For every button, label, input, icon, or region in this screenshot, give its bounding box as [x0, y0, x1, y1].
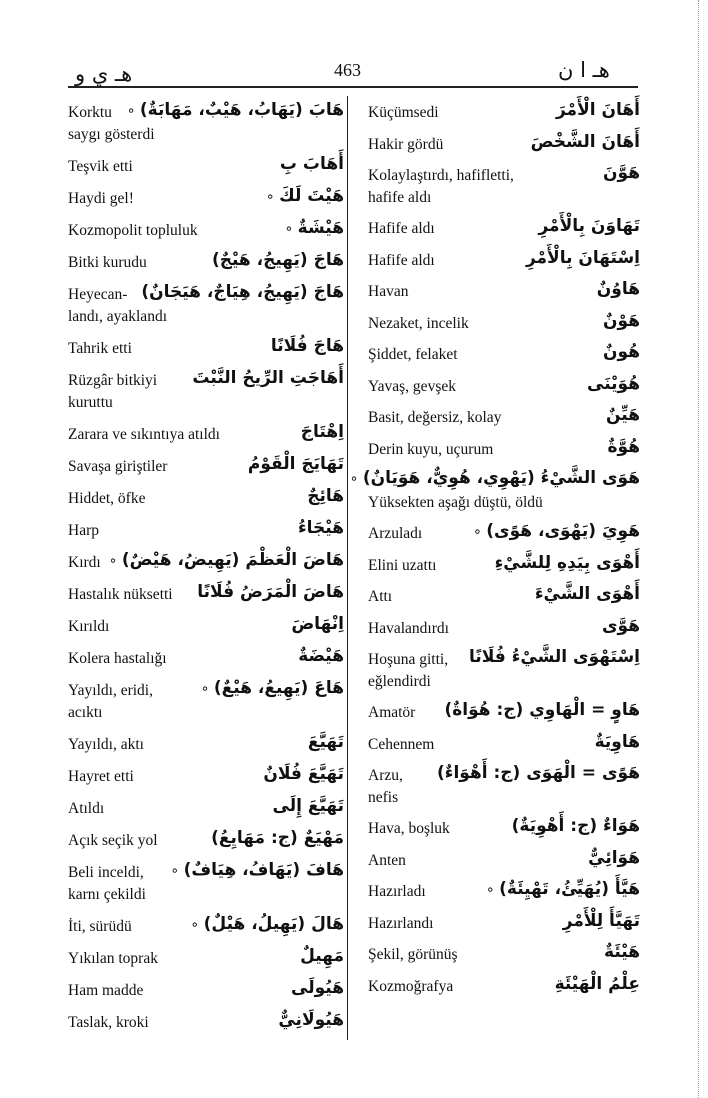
dictionary-entry: [368, 580, 640, 612]
dictionary-entry: [68, 642, 344, 674]
turkish-meaning: Taslak, kroki: [68, 1014, 149, 1031]
dictionary-entry: [68, 760, 344, 792]
dictionary-entry: [368, 244, 640, 276]
arabic-headword: هَيْجَاءُ: [297, 518, 344, 538]
arabic-headword: هَيِّنٌ: [605, 405, 640, 425]
arabic-headword: تَهَيَّأَ لِلْأَمْرِ: [562, 910, 640, 931]
arabic-headword: مَهْيَعٌ (ج: مَهَايِعُ): [211, 828, 344, 848]
arabic-headword: عِلْمُ الْهَيْئَةِ: [554, 973, 640, 994]
entry-bullet: ∘: [265, 189, 280, 205]
arabic-headword: هَوَائِيٌّ: [588, 847, 640, 868]
arabic-headword: هَيَّأَ (يُهَيِّئُ، تَهْيِئَةٌ) ∘: [485, 879, 640, 899]
dictionary-entry: [368, 370, 640, 402]
turkish-meaning: Kolaylaştırdı, hafifletti,: [368, 167, 514, 184]
turkish-meaning: Korktu: [68, 104, 112, 121]
dictionary-entry: [368, 307, 640, 339]
arabic-headword: هَيْشَةٌ ∘: [284, 218, 344, 238]
dictionary-entry: [368, 128, 640, 160]
dictionary-entry: [368, 159, 640, 212]
turkish-meaning: Anten: [368, 851, 406, 869]
dictionary-entry: [68, 942, 344, 974]
arabic-headword: هَيْئَةٌ: [604, 942, 640, 962]
arabic-headword: أَهَانَ الْأَمْرَ: [555, 100, 640, 120]
arabic-headword: هَافَ (يَهَافُ، هِيَافٌ) ∘: [170, 860, 344, 880]
arabic-headword: هَاجَ (يَهِيجُ، هَيْجٌ): [211, 250, 344, 270]
entry-bullet: ∘: [170, 863, 184, 879]
turkish-meaning: Hoşuna gitti,: [368, 651, 449, 668]
turkish-meaning-continuation: eğlendirdi: [368, 672, 431, 690]
arabic-headword: مَهِيلٌ: [300, 946, 344, 966]
arabic-headword: هَالَ (يَهِيلُ، هَيْلٌ) ∘: [190, 914, 344, 934]
turkish-meaning: Tahrik etti: [68, 340, 132, 357]
arabic-headword: هُوَّةٌ: [607, 436, 640, 457]
dictionary-entry: [68, 96, 344, 150]
dictionary-entry: [368, 643, 640, 696]
arabic-headword: هَوًى = الْهَوَى (ج: أَهْوَاءٌ): [437, 763, 640, 783]
dictionary-entry: [349, 464, 640, 517]
turkish-meaning: Yıkılan toprak: [68, 950, 158, 967]
turkish-meaning: Rüzgâr bitkiyi: [68, 372, 158, 389]
arabic-headword: هَيُولَانِيٌّ: [278, 1010, 344, 1030]
dictionary-entry: [68, 974, 344, 1006]
turkish-meaning: Şekil, görünüş: [368, 946, 458, 963]
turkish-meaning: Beli inceldi,: [68, 864, 144, 881]
dictionary-entry: [368, 696, 640, 728]
dictionary-entry: [68, 1006, 344, 1038]
dictionary-entry: [368, 938, 640, 970]
page-number: 463: [334, 60, 361, 80]
turkish-meaning: Kozmopolit topluluk: [68, 222, 198, 239]
turkish-meaning: Yayıldı, eridi,: [68, 682, 153, 699]
dictionary-entry: [68, 514, 344, 546]
turkish-meaning: Haydi gel!: [68, 190, 134, 207]
margin-dotted-line: [698, 0, 701, 1098]
turkish-meaning: Hava, boşluk: [368, 820, 450, 837]
arabic-headword: هَوْنٌ: [603, 310, 640, 331]
dictionary-entry: [68, 728, 344, 760]
entry-bullet: ∘: [349, 471, 363, 487]
turkish-meaning-continuation: landı, ayaklandı: [68, 308, 167, 325]
dictionary-entry: [368, 212, 640, 244]
arabic-headword: هَاعَ (يَهِيعُ، هَيْعٌ) ∘: [200, 678, 344, 698]
turkish-meaning: Zarara ve sıkıntıya atıldı: [68, 426, 220, 443]
dictionary-entry: [68, 910, 344, 942]
turkish-meaning: Hazırladı: [368, 883, 426, 900]
arabic-headword: هَوَّنَ: [603, 163, 640, 183]
arabic-headword: أَهَاجَتِ الرِّيحُ النَّبْتَ: [192, 368, 344, 388]
turkish-meaning: Savaşa giriştiler: [68, 458, 168, 475]
arabic-headword: هَاوُنٌ: [596, 279, 640, 299]
arabic-headword: هَاضَ الْعَظْمَ (يَهِيضُ، هَيْضٌ) ∘: [108, 550, 344, 570]
arabic-headword: تَهَايَجَ الْقَوْمُ: [247, 454, 344, 474]
turkish-meaning: Heyecan-: [68, 286, 128, 303]
dictionary-entry: [68, 364, 344, 418]
turkish-meaning-continuation: hafife aldı: [368, 188, 432, 206]
arabic-headword: هُوَيْنَى: [587, 373, 640, 394]
dictionary-entry: [368, 812, 640, 844]
dictionary-entry: [368, 728, 640, 760]
turkish-meaning: Kolera hastalığı: [68, 650, 167, 667]
entry-bullet: ∘: [284, 221, 298, 237]
turkish-meaning-continuation: saygı gösterdi: [68, 126, 155, 143]
turkish-meaning: Derin kuyu, uçurum: [368, 440, 494, 458]
dictionary-entry: [68, 418, 344, 450]
turkish-meaning: Arzuladı: [368, 525, 423, 542]
dictionary-entry: [368, 433, 640, 465]
turkish-meaning: Hafife aldı: [368, 220, 435, 237]
arabic-headword: اِنْهَاضَ: [291, 614, 344, 634]
turkish-meaning: Kozmoğrafya: [368, 977, 454, 995]
turkish-meaning: Kırdı: [68, 554, 101, 571]
turkish-meaning-continuation: nefis: [368, 788, 399, 806]
dictionary-entry: [68, 332, 344, 364]
dictionary-entry: [68, 792, 344, 824]
turkish-meaning: Hazırlandı: [368, 914, 434, 932]
turkish-meaning: Hafife aldı: [368, 251, 435, 269]
dictionary-entry: [68, 856, 344, 910]
arabic-headword: هَاجَ فُلَانًا: [270, 336, 344, 356]
arabic-headword: اِسْتَهَانَ بِالْأَمْرِ: [525, 247, 640, 268]
turkish-meaning: Amatör: [368, 704, 416, 721]
turkish-meaning-continuation: kuruttu: [68, 394, 113, 411]
arabic-headword: اِهْتَاجَ: [300, 422, 344, 442]
arabic-headword: تَهَيَّعَ: [307, 732, 344, 752]
dictionary-entry: [68, 674, 344, 728]
arabic-headword: هَاوٍ = الْهَاوِي (ج: هُوَاةٌ): [444, 700, 640, 720]
turkish-meaning: Hakir gördü: [368, 135, 444, 153]
dictionary-entry: [368, 907, 640, 939]
dictionary-entry: [68, 578, 344, 610]
arabic-headword: اِسْتَهْوَى الشَّيْءُ فُلَانًا: [469, 647, 640, 667]
dictionary-entry: [368, 517, 640, 549]
dictionary-entry: [68, 450, 344, 482]
turkish-meaning: Hiddet, öfke: [68, 490, 146, 507]
dictionary-entry: [368, 338, 640, 370]
header-left-letters: هـ ي و: [75, 62, 133, 86]
page-header: [0, 0, 708, 88]
turkish-meaning: Küçümsedi: [368, 104, 439, 121]
turkish-meaning: Ham madde: [68, 982, 144, 999]
header-rule: [68, 86, 638, 88]
entry-bullet: ∘: [108, 553, 122, 569]
arabic-headword: تَهَاوَنَ بِالْأَمْرِ: [538, 216, 640, 236]
dictionary-entry: [68, 246, 344, 278]
dictionary-entry: [68, 610, 344, 642]
arabic-headword: هَوَاءٌ (ج: أَهْوِيَةٌ): [511, 816, 640, 836]
entry-bullet: ∘: [200, 681, 214, 697]
turkish-meaning-continuation: Yüksekten aşağı düştü, öldü: [368, 493, 543, 511]
arabic-headword: هَاضَ الْمَرَضُ فُلَانًا: [197, 582, 344, 602]
dictionary-entry: [68, 150, 344, 182]
turkish-meaning: Elini uzattı: [368, 556, 437, 574]
arabic-headword: هُونٌ: [603, 342, 640, 362]
arabic-headword: تَهَيَّعَ إِلَى: [272, 796, 344, 816]
entry-bullet: ∘: [126, 103, 140, 119]
dictionary-entry: [68, 482, 344, 514]
header-right-letters: هـ ا ن: [558, 58, 610, 82]
turkish-meaning-continuation: acıktı: [68, 704, 103, 721]
dictionary-entry: [68, 546, 344, 578]
turkish-meaning: Hayret etti: [68, 768, 134, 785]
dictionary-entry: [68, 182, 344, 214]
turkish-meaning: Teşvik etti: [68, 158, 133, 175]
turkish-meaning: Harp: [68, 522, 99, 539]
turkish-meaning-continuation: karnı çekildi: [68, 886, 146, 903]
turkish-meaning: Şiddet, felaket: [368, 346, 458, 363]
arabic-headword: هَيْتَ لَكَ ∘: [265, 186, 344, 206]
turkish-meaning: Attı: [368, 588, 393, 605]
turkish-meaning: Kırıldı: [68, 618, 110, 635]
arabic-headword: هَيْضَةٌ: [298, 646, 344, 666]
dictionary-entry: [368, 970, 640, 1002]
arabic-headword: هَوَّى: [601, 615, 640, 636]
dictionary-entry: [368, 96, 640, 128]
arabic-headword: أَهْوَى بِيَدِهِ لِلشَّيْءِ: [494, 552, 640, 573]
arabic-headword: أَهْوَى الشَّيْءَ: [534, 584, 640, 604]
turkish-meaning: Bitki kurudu: [68, 254, 147, 271]
turkish-meaning: Arzu,: [368, 767, 403, 784]
turkish-meaning: Havan: [368, 283, 409, 300]
turkish-meaning: Havalandırdı: [368, 619, 449, 637]
arabic-headword: تَهَيَّعَ فُلَانٌ: [263, 764, 344, 784]
arabic-headword: هَوِيَ (يَهْوَى، هَوًى) ∘: [473, 521, 640, 541]
dictionary-entry: [368, 549, 640, 581]
entry-bullet: ∘: [485, 882, 500, 898]
turkish-meaning: Açık seçik yol: [68, 832, 158, 849]
dictionary-entry: [368, 275, 640, 307]
entry-bullet: ∘: [190, 917, 204, 933]
entry-bullet: ∘: [473, 524, 487, 540]
turkish-meaning: Nezaket, incelik: [368, 314, 469, 332]
turkish-meaning: Atıldı: [68, 800, 105, 817]
turkish-meaning: Cehennem: [368, 735, 435, 753]
dictionary-entry: [368, 612, 640, 644]
arabic-headword: هَيُولَى: [291, 978, 344, 998]
dictionary-entry: [368, 759, 640, 812]
dictionary-entry: [368, 875, 640, 907]
turkish-meaning: Hastalık nüksetti: [68, 586, 173, 603]
turkish-meaning: İti, sürüdü: [68, 918, 132, 935]
turkish-meaning: Yayıldı, aktı: [68, 736, 144, 753]
turkish-meaning: Yavaş, gevşek: [368, 377, 456, 395]
arabic-headword: هَائِجٌ: [307, 486, 344, 506]
dictionary-entry: [368, 401, 640, 433]
dictionary-entry: [68, 278, 344, 332]
arabic-headword: هَوَى الشَّيْءُ (يَهْوِي، هُوِيٌّ، هَوَيَانٌ) ∘: [349, 468, 640, 488]
arabic-headword: هَابَ (يَهَابُ، هَيْبٌ، مَهَابَةٌ) ∘: [126, 100, 344, 120]
dictionary-entry: [68, 824, 344, 856]
turkish-meaning: Basit, değersiz, kolay: [368, 409, 502, 426]
arabic-headword: أَهَانَ الشَّخْصَ: [530, 131, 640, 152]
column-divider: [347, 96, 348, 1040]
dictionary-entry: [68, 214, 344, 246]
arabic-headword: هَاجَ (يَهِيجُ، هِيَاجٌ، هَيَجَانٌ): [141, 282, 344, 302]
arabic-headword: هَاوِيَةٌ: [594, 731, 640, 752]
arabic-headword: أَهَابَ بِ: [279, 154, 344, 174]
dictionary-entry: [368, 844, 640, 876]
